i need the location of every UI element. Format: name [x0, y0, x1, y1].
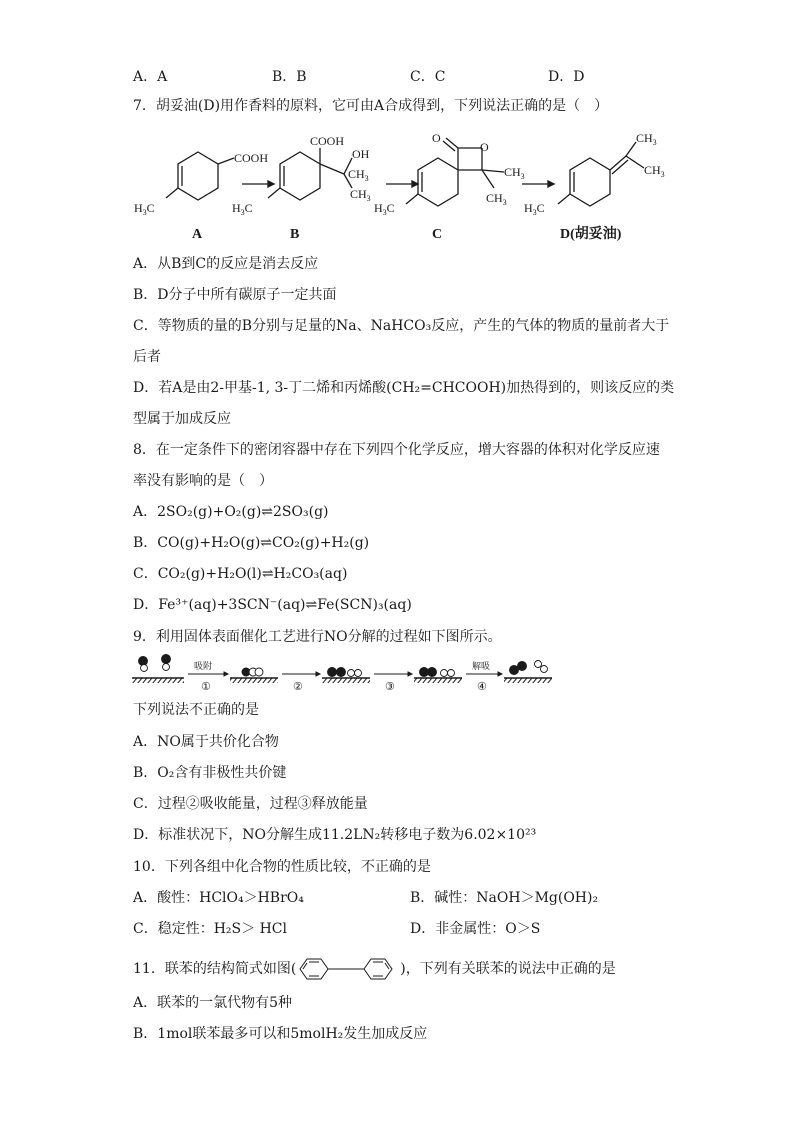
svg-text:CH3: $CH_3$: [486, 191, 507, 207]
q7-stem: 7．胡妥油(D)用作香料的原料，它可由A合成得到，下列说法正确的是（ ）: [133, 98, 609, 114]
q10-option-a: A．酸性：HClO₄＞HBrO₄: [133, 890, 304, 906]
b-oh: OH: [352, 147, 370, 161]
step-4: ④: [477, 681, 487, 693]
q7-option-d: D．若A是由2-甲基-1, 3-丁二烯和丙烯酸(CH₂=CHCOOH)加热得到的，则该反应的类: [133, 380, 675, 396]
q10-option-c: C．稳定性：H₂S＞ HCl: [133, 921, 287, 937]
q9-stem: 9．利用固体表面催化工艺进行NO分解的过程如下图所示。: [133, 629, 502, 645]
q9-process-diagram: [132, 654, 562, 694]
q11-stem: [133, 956, 616, 982]
b-cooh: COOH: [310, 134, 345, 148]
q7-option-d-cont: 型属于加成反应: [133, 411, 231, 427]
q8-stem-line2: 率没有影响的是（ ）: [133, 473, 273, 489]
biphenyl-structure-icon: [296, 956, 400, 982]
svg-text:H3C: $H_3C$: [524, 201, 545, 217]
svg-text:H3C: $H_3C$: [134, 201, 155, 217]
step-2: ②: [293, 681, 303, 693]
q9-after: 下列说法不正确的是: [133, 702, 259, 718]
ring-c: [418, 158, 458, 206]
q6-option-d: D．D: [548, 69, 585, 85]
q6-option-a: A．A: [133, 69, 168, 85]
q11-option-b: B．1mol联苯最多可以和5molH₂发生加成反应: [133, 1026, 428, 1042]
q8-option-c: C．CO₂(g)+H₂O(l)⇌H₂CO₃(aq): [133, 566, 348, 582]
q9-option-c: C．过程②吸收能量，过程③释放能量: [133, 796, 368, 812]
q11-stem-post: )，下列有关联苯的说法中正确的是: [400, 961, 616, 977]
svg-text:CH3: $CH_3$: [350, 187, 371, 203]
q7-option-c: C．等物质的量的B分别与足量的Na、NaHCO₃反应，产生的气体的物质的量前者大于: [133, 318, 670, 334]
svg-text:H3C: $H_3C$: [374, 201, 395, 217]
a-cooh: COOH: [234, 151, 269, 165]
label-c: C: [432, 227, 443, 242]
q8-option-a: A．2SO₂(g)+O₂(g)⇌2SO₃(g): [133, 504, 329, 520]
q7-option-a: A．从B到C的反应是消去反应: [133, 256, 319, 272]
label-b: B: [290, 227, 300, 242]
q10-stem: 10．下列各组中化合物的性质比较，不正确的是: [133, 859, 431, 875]
ring-a: [178, 152, 218, 200]
ring-b: [280, 152, 320, 200]
svg-text:CH3: $CH_3$: [348, 167, 369, 183]
q7-reaction-scheme: [130, 128, 680, 246]
step-desorb-label: 解吸: [472, 661, 491, 671]
svg-text:H3C: $H_3C$: [232, 201, 253, 217]
step-1: ①: [201, 681, 211, 693]
q8-option-d: D．Fe³⁺(aq)+3SCN⁻(aq)⇌Fe(SCN)₃(aq): [133, 597, 412, 613]
q8-option-b: B．CO(g)+H₂O(g)⇌CO₂(g)+H₂(g): [133, 535, 370, 551]
q9-option-a: A．NO属于共价化合物: [133, 734, 279, 750]
step-adsorb-label: 吸附: [194, 661, 213, 671]
c-ring-o: O: [480, 140, 489, 154]
svg-text:CH3: $CH_3$: [636, 131, 657, 147]
q7-option-c-cont: 后者: [133, 349, 161, 365]
svg-text:CH3: $CH_3$: [504, 165, 525, 181]
q9-option-b: B．O₂含有非极性共价键: [133, 765, 287, 781]
q11-option-a: A．联苯的一氯代物有5种: [133, 995, 293, 1011]
label-d: D(胡妥油): [560, 227, 622, 242]
ring-d: [570, 158, 610, 206]
q6-option-c: C．C: [410, 69, 446, 85]
q9-option-d: D．标准状况下，NO分解生成11.2LN₂转移电子数为6.02×10²³: [133, 827, 537, 843]
q7-option-b: B．D分子中所有碳原子一定共面: [133, 287, 337, 303]
svg-text:CH3: $CH_3$: [644, 163, 665, 179]
q10-option-d: D．非金属性：O＞S: [410, 921, 541, 937]
c-carbonyl-o: O: [432, 131, 441, 145]
q8-stem-line1: 8．在一定条件下的密闭容器中存在下列四个化学反应，增大容器的体积对化学反应速: [133, 442, 660, 458]
q11-stem-pre: 11．联苯的结构简式如图(: [133, 961, 297, 977]
label-a: A: [192, 227, 203, 242]
q6-option-b: B．B: [272, 69, 307, 85]
q10-option-b: B．碱性：NaOH＞Mg(OH)₂: [410, 890, 599, 906]
step-3: ③: [385, 681, 395, 693]
